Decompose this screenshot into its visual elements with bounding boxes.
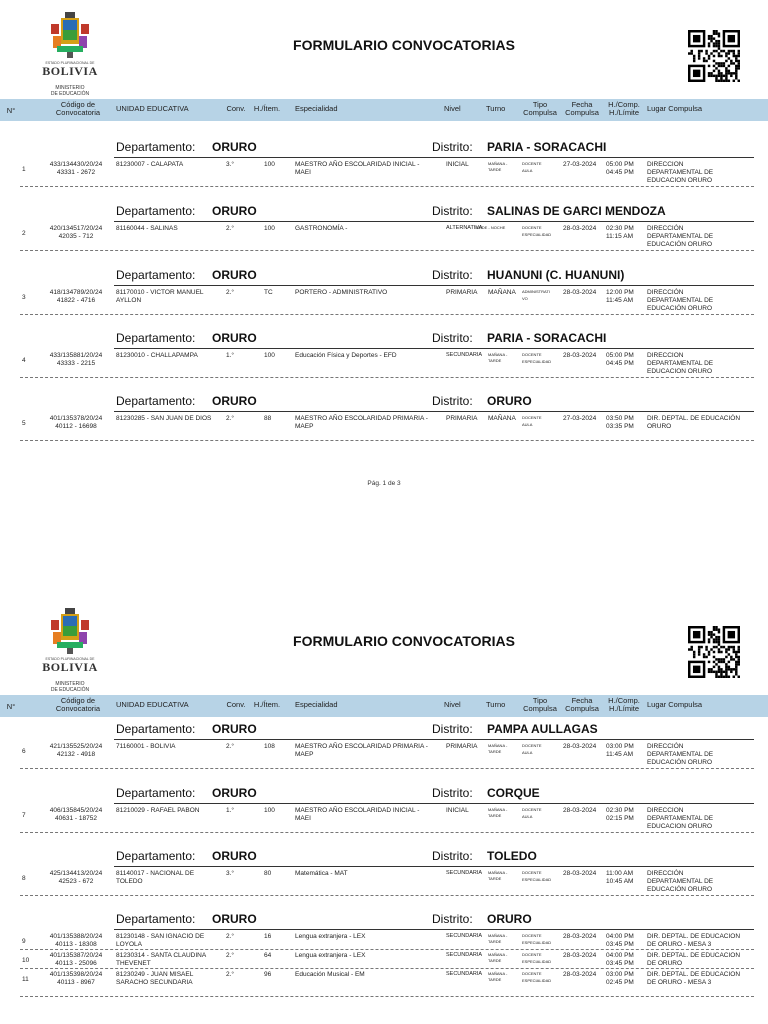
hcomp-value: 05:00 PM (606, 352, 634, 359)
hcomp-value: 02:30 PM (606, 225, 634, 232)
codigo-line2: 42035 - 712 (58, 233, 94, 240)
unidad-line1: 81230007 - CALAPATA (116, 161, 184, 168)
nivel-value: SECUNDARIA (446, 870, 483, 876)
codigo-line1: 433/135881/20/24 (49, 352, 103, 359)
codigo-line1: 401/135398/20/24 (49, 971, 103, 978)
tipo-line1: DOCENTE (522, 743, 542, 748)
pagination: Pág. 1 de 3 (367, 480, 401, 487)
especialidad-line1: MAESTRO AÑO ESCOLARIDAD INICIAL - (295, 161, 420, 168)
header-codigo: Código de Convocatoria (55, 696, 101, 713)
hitem-value: 108 (264, 743, 275, 750)
conv-value: 2.° (226, 289, 235, 296)
unidad-line1: 81230285 - SAN JUAN DE DIOS (116, 415, 212, 422)
distrito-label: Distrito: (432, 786, 473, 800)
codigo-line2: 43331 - 2672 (56, 169, 96, 176)
logo-ministry: MINISTERIO DE EDUCACIÓN (50, 681, 90, 693)
tipo-line1: DOCENTE (522, 352, 542, 357)
fecha-value: 28-03-2024 (563, 352, 597, 359)
header-lugar: Lugar Compulsa (647, 700, 703, 709)
especialidad-line2: MAEI (295, 815, 311, 822)
especialidad-line2: MAEP (295, 751, 314, 758)
table-row (0, 413, 768, 441)
header-nivel: Nivel (444, 700, 461, 709)
hitem-value: 100 (264, 161, 275, 168)
codigo-line2: 40113 - 8967 (57, 979, 95, 986)
header-tipo: Tipo Compulsa (523, 100, 557, 117)
lugar-line2: DE ORURO (647, 960, 683, 967)
row-number: 10 (22, 957, 30, 964)
hcomp-value: 02:30 PM (606, 807, 634, 814)
conv-value: 3.° (226, 870, 235, 877)
conv-value: 1.° (226, 807, 235, 814)
row-number: 8 (22, 875, 26, 882)
tipo-line2: ESPECIALIDAD (522, 940, 552, 945)
distrito-value: HUANUNI (C. HUANUNI) (487, 268, 625, 282)
nivel-value: INICIAL (446, 161, 469, 168)
header-hitem: H./Ítem. (253, 104, 281, 113)
header-hcomp: H./Comp. H./Límite (608, 100, 640, 117)
especialidad-line1: Educación Musical - EM (295, 971, 365, 978)
departamento-value: ORURO (212, 204, 257, 218)
codigo-line1: 401/135387/20/24 (49, 952, 103, 959)
turno-value: MAÑANA - TARDE (488, 971, 508, 982)
header-conv: Conv. (226, 104, 246, 113)
fecha-value: 27-03-2024 (563, 415, 597, 422)
fecha-value: 28-03-2024 (563, 289, 597, 296)
departamento-value: ORURO (212, 331, 257, 345)
nivel-value: PRIMARIA (446, 289, 478, 296)
codigo-line1: 418/134789/20/24 (49, 289, 103, 296)
hcomp-value: 03:00 PM (606, 743, 634, 750)
unidad-line2: LOYOLA (116, 941, 143, 948)
tipo-line2: AULA (522, 750, 533, 755)
lugar-line1: DIR. DEPTAL. DE EDUCACION (647, 971, 741, 978)
especialidad-line1: PORTERO - ADMINISTRATIVO (295, 289, 388, 296)
turno-value: MAÑANA (488, 415, 516, 422)
nivel-value: SECUNDARIA (446, 933, 483, 939)
tipo-line1: DOCENTE (522, 807, 542, 812)
codigo-line2: 41822 - 4716 (56, 297, 96, 304)
unidad-line2: SARACHO SECUNDARIA (116, 979, 193, 986)
lugar-line1: DIRECCION (647, 807, 684, 814)
header-lugar: Lugar Compulsa (647, 104, 703, 113)
fecha-value: 28-03-2024 (563, 952, 597, 959)
hcomp-value: 04:00 PM (606, 933, 634, 940)
departamento-value: ORURO (212, 849, 257, 863)
hlimite-value: 11:15 AM (606, 233, 633, 240)
codigo-line1: 401/135378/20/24 (49, 415, 103, 422)
unidad-line1: 81230010 - CHALLAPAMPA (116, 352, 198, 359)
table-header (0, 695, 768, 717)
hitem-value: TC (264, 289, 273, 296)
row-number: 5 (22, 420, 26, 427)
lugar-line3: EDUCACION ORURO (647, 177, 713, 184)
hitem-value: 16 (264, 933, 272, 940)
ministry-logo (30, 12, 110, 97)
lugar-line1: DIR. DEPTAL. DE EDUCACION (647, 933, 741, 940)
header-turno: Turno (486, 104, 506, 113)
lugar-line2: DEPARTAMENTAL DE (647, 169, 714, 176)
distrito-label: Distrito: (432, 268, 473, 282)
especialidad-line1: Lengua extranjera - LEX (295, 952, 366, 959)
departamento-value: ORURO (212, 268, 257, 282)
unidad-line1: 81170010 - VICTOR MANUEL (116, 289, 204, 296)
especialidad-line2: MAEP (295, 423, 314, 430)
unidad-line2: TOLEDO (116, 878, 143, 885)
header-unidad: UNIDAD EDUCATIVA (116, 104, 189, 113)
nivel-value: SECUNDARIA (446, 352, 483, 358)
tipo-line1: DOCENTE (522, 933, 542, 938)
turno-value: MAÑANA - TARDE (488, 933, 508, 944)
distrito-label: Distrito: (432, 849, 473, 863)
logo-country: BOLIVIA (42, 660, 98, 674)
distrito-value: PARIA - SORACACHI (487, 140, 607, 154)
table-row (0, 287, 768, 315)
unidad-line2: THEVENET (116, 960, 151, 967)
fecha-value: 28-03-2024 (563, 870, 597, 877)
row-number: 1 (22, 166, 26, 173)
hlimite-value: 03:35 PM (606, 423, 634, 430)
hitem-value: 100 (264, 807, 275, 814)
hlimite-value: 04:45 PM (606, 360, 634, 367)
logo-country: BOLIVIA (42, 64, 98, 78)
table-row (0, 931, 768, 950)
unidad-line1: 81160044 - SALINAS (116, 225, 178, 232)
codigo-line1: 401/135388/20/24 (49, 933, 103, 940)
row-number: 2 (22, 230, 26, 237)
departamento-label: Departamento: (116, 722, 196, 736)
table-row (0, 950, 768, 969)
especialidad-line1: MAESTRO AÑO ESCOLARIDAD PRIMARIA - (295, 743, 428, 750)
conv-value: 2.° (226, 971, 235, 978)
table-row (0, 805, 768, 833)
lugar-line1: DIRECCIÓN (647, 870, 684, 877)
tipo-line1: DOCENTE (522, 952, 542, 957)
group-heading (0, 784, 768, 804)
conv-value: 2.° (226, 415, 235, 422)
nivel-value: PRIMARIA (446, 743, 478, 750)
tipo-line1: DOCENTE (522, 161, 542, 166)
lugar-line2: ORURO (647, 423, 672, 430)
conv-value: 3.° (226, 161, 235, 168)
nivel-value: ALTERNATIVA (446, 225, 483, 231)
unidad-line2: AYLLON (116, 297, 142, 304)
departamento-label: Departamento: (116, 849, 196, 863)
distrito-value: CORQUE (487, 786, 540, 800)
fecha-value: 28-03-2024 (563, 225, 597, 232)
row-number: 9 (22, 938, 26, 945)
header-hcomp: H./Comp. H./Límite (608, 696, 640, 713)
distrito-value: PARIA - SORACACHI (487, 331, 607, 345)
codigo-line2: 42132 - 4918 (56, 751, 96, 758)
tipo-line2: ESPECIALIDAD (522, 978, 552, 983)
especialidad-line1: Matemática - MAT (295, 870, 348, 877)
lugar-line3: EDUCACIÓN ORURO (647, 305, 713, 312)
header-fecha: Fecha Compulsa (565, 100, 599, 117)
tipo-line2: ESPECIALIDAD (522, 359, 552, 364)
ministry-logo (30, 608, 110, 693)
hlimite-value: 11:45 AM (606, 297, 633, 304)
distrito-label: Distrito: (432, 204, 473, 218)
distrito-label: Distrito: (432, 912, 473, 926)
tipo-line2: ESPECIALIDAD (522, 877, 552, 882)
nivel-value: PRIMARIA (446, 415, 478, 422)
distrito-value: ORURO (487, 912, 532, 926)
especialidad-line1: GASTRONOMÍA - (295, 225, 348, 232)
departamento-value: ORURO (212, 722, 257, 736)
fecha-value: 28-03-2024 (563, 933, 597, 940)
header-hitem: H./Ítem. (253, 700, 281, 709)
unidad-line1: 71160001 - BOLIVIA (116, 743, 176, 750)
tipo-line2: AULA (522, 814, 533, 819)
header-especialidad: Especialidad (295, 700, 338, 709)
lugar-line1: DIR. DEPTAL. DE EDUCACIÓN (647, 415, 741, 422)
lugar-line2: DEPARTAMENTAL DE (647, 360, 714, 367)
turno-value: MAÑANA - TARDE (488, 161, 508, 172)
page-title: FORMULARIO CONVOCATORIAS (293, 37, 515, 53)
lugar-line1: DIRECCION (647, 352, 684, 359)
header-especialidad: Especialidad (295, 104, 338, 113)
lugar-line1: DIRECCIÓN (647, 743, 684, 750)
departamento-label: Departamento: (116, 786, 196, 800)
row-number: 7 (22, 812, 26, 819)
hitem-value: 80 (264, 870, 272, 877)
hcomp-value: 04:00 PM (606, 952, 634, 959)
distrito-label: Distrito: (432, 394, 473, 408)
lugar-line1: DIRECCION (647, 161, 684, 168)
conv-value: 2.° (226, 952, 235, 959)
header-conv: Conv. (226, 700, 246, 709)
hlimite-value: 04:45 PM (606, 169, 634, 176)
hitem-value: 88 (264, 415, 272, 422)
especialidad-line1: MAESTRO AÑO ESCOLARIDAD PRIMARIA - (295, 415, 428, 422)
nivel-value: SECUNDARIA (446, 952, 483, 958)
lugar-line2: DEPARTAMENTAL DE (647, 815, 714, 822)
unidad-line1: 81210029 - RAFAEL PABON (116, 807, 200, 814)
hcomp-value: 03:00 PM (606, 971, 634, 978)
turno-value: TARDE - NOCHE (474, 225, 506, 230)
tipo-line2: VO (522, 296, 528, 301)
distrito-value: PAMPA AULLAGAS (487, 722, 598, 736)
lugar-line2: DEPARTAMENTAL DE (647, 233, 714, 240)
conv-value: 1.° (226, 352, 235, 359)
qr-code-icon (688, 626, 740, 678)
lugar-line1: DIR. DEPTAL. DE EDUCACION (647, 952, 741, 959)
header-codigo: Código de Convocatoria (55, 100, 101, 117)
group-heading (0, 329, 768, 349)
tipo-line2: AULA (522, 168, 533, 173)
unidad-line1: 81230148 - SAN IGNACIO DE (116, 933, 205, 940)
group-heading (0, 720, 768, 740)
lugar-line3: EDUCACION ORURO (647, 368, 713, 375)
departamento-value: ORURO (212, 140, 257, 154)
codigo-line1: 433/134430/20/24 (49, 161, 103, 168)
hcomp-value: 11:00 AM (606, 870, 633, 877)
hlimite-value: 02:45 PM (606, 979, 634, 986)
hlimite-value: 03:45 PM (606, 941, 634, 948)
hitem-value: 100 (264, 225, 275, 232)
turno-value: MAÑANA - TARDE (488, 952, 508, 963)
tipo-line1: DOCENTE (522, 225, 542, 230)
unidad-line1: 81140017 - NACIONAL DE (116, 870, 195, 877)
departamento-label: Departamento: (116, 331, 196, 345)
hlimite-value: 02:15 PM (606, 815, 634, 822)
departamento-label: Departamento: (116, 912, 196, 926)
lugar-line3: EDUCACIÓN ORURO (647, 241, 713, 248)
hcomp-value: 12:00 PM (606, 289, 634, 296)
tipo-line2: AULA (522, 422, 533, 427)
group-heading (0, 910, 768, 930)
fecha-value: 28-03-2024 (563, 971, 597, 978)
hcomp-value: 03:50 PM (606, 415, 634, 422)
hitem-value: 100 (264, 352, 275, 359)
distrito-label: Distrito: (432, 331, 473, 345)
hcomp-value: 05:00 PM (606, 161, 634, 168)
turno-value: MAÑANA (488, 289, 516, 296)
tipo-line1: DOCENTE (522, 971, 542, 976)
group-heading (0, 847, 768, 867)
departamento-label: Departamento: (116, 204, 196, 218)
table-row (0, 223, 768, 251)
distrito-label: Distrito: (432, 722, 473, 736)
departamento-value: ORURO (212, 786, 257, 800)
table-row (0, 350, 768, 378)
conv-value: 2.° (226, 743, 235, 750)
logo-ministry: MINISTERIO DE EDUCACIÓN (50, 85, 90, 97)
hitem-value: 96 (264, 971, 272, 978)
codigo-line2: 40113 - 25096 (55, 960, 97, 967)
logo-small-text: ESTADO PLURINACIONAL DE (45, 61, 95, 65)
departamento-value: ORURO (212, 912, 257, 926)
row-number: 4 (22, 357, 26, 364)
qr-code-icon (688, 30, 740, 82)
codigo-line1: 425/134413/20/24 (49, 870, 103, 877)
conv-value: 2.° (226, 225, 235, 232)
lugar-line3: EDUCACION ORURO (647, 823, 713, 830)
codigo-line2: 40631 - 18752 (55, 815, 97, 822)
tipo-line1: DOCENTE (522, 870, 542, 875)
group-heading (0, 392, 768, 412)
departamento-value: ORURO (212, 394, 257, 408)
group-heading (0, 266, 768, 286)
distrito-value: TOLEDO (487, 849, 537, 863)
fecha-value: 27-03-2024 (563, 161, 597, 168)
tipo-line1: DOCENTE (522, 415, 542, 420)
especialidad-line2: MAEI (295, 169, 311, 176)
lugar-line2: DE ORURO - MESA 3 (647, 941, 712, 948)
distrito-value: SALINAS DE GARCI MENDOZA (487, 204, 666, 218)
table-row (0, 969, 768, 997)
lugar-line2: DE ORURO - MESA 3 (647, 979, 712, 986)
codigo-line1: 421/135525/20/24 (49, 743, 103, 750)
group-heading (0, 202, 768, 222)
table-header (0, 99, 768, 121)
tipo-line2: ESPECIALIDAD (522, 232, 552, 237)
codigo-line1: 406/135845/20/24 (49, 807, 103, 814)
lugar-line3: EDUCACIÓN ORURO (647, 759, 713, 766)
distrito-value: ORURO (487, 394, 532, 408)
especialidad-line1: Lengua extranjera - LEX (295, 933, 366, 940)
header-turno: Turno (486, 700, 506, 709)
lugar-line1: DIRECCIÓN (647, 225, 684, 232)
group-heading (0, 138, 768, 158)
header-tipo: Tipo Compulsa (523, 696, 557, 713)
hitem-value: 64 (264, 952, 272, 959)
header-nivel: Nivel (444, 104, 461, 113)
distrito-label: Distrito: (432, 140, 473, 154)
header-n: N° (6, 106, 16, 115)
fecha-value: 28-03-2024 (563, 743, 597, 750)
turno-value: MAÑANA - TARDE (488, 807, 508, 818)
turno-value: MAÑANA - TARDE (488, 870, 508, 881)
hlimite-value: 10:45 AM (606, 878, 634, 885)
header-fecha: Fecha Compulsa (565, 696, 599, 713)
header-n: N° (6, 702, 16, 711)
departamento-label: Departamento: (116, 140, 196, 154)
codigo-line1: 420/134517/20/24 (49, 225, 103, 232)
conv-value: 2.° (226, 933, 235, 940)
lugar-line3: EDUCACIÓN ORURO (647, 886, 713, 893)
header-unidad: UNIDAD EDUCATIVA (116, 700, 189, 709)
logo-small-text: ESTADO PLURINACIONAL DE (45, 657, 95, 661)
lugar-line2: DEPARTAMENTAL DE (647, 297, 714, 304)
row-number: 6 (22, 748, 26, 755)
departamento-label: Departamento: (116, 268, 196, 282)
unidad-line1: 81230249 - JUAN MISAEL (116, 971, 194, 978)
page-title: FORMULARIO CONVOCATORIAS (293, 633, 515, 649)
table-row (0, 868, 768, 896)
table-row (0, 159, 768, 187)
turno-value: MAÑANA - TARDE (488, 743, 508, 754)
row-number: 3 (22, 294, 26, 301)
tipo-line2: ESPECIALIDAD (522, 959, 552, 964)
table-row (0, 741, 768, 769)
turno-value: MAÑANA - TARDE (488, 352, 508, 363)
codigo-line2: 42523 - 672 (58, 878, 94, 885)
row-number: 11 (22, 976, 29, 983)
lugar-line1: DIRECCIÓN (647, 289, 684, 296)
especialidad-line1: MAESTRO AÑO ESCOLARIDAD INICIAL - (295, 807, 420, 814)
tipo-line1: ADMINISTRATI (522, 289, 550, 294)
lugar-line2: DEPARTAMENTAL DE (647, 751, 714, 758)
codigo-line2: 40112 - 16698 (55, 423, 97, 430)
codigo-line2: 43333 - 2215 (56, 360, 96, 367)
nivel-value: INICIAL (446, 807, 469, 814)
departamento-label: Departamento: (116, 394, 196, 408)
especialidad-line1: Educación Física y Deportes - EFD (295, 352, 397, 359)
unidad-line1: 81230314 - SANTA CLAUDINA (116, 952, 207, 959)
nivel-value: SECUNDARIA (446, 971, 483, 977)
hlimite-value: 11:45 AM (606, 751, 633, 758)
fecha-value: 28-03-2024 (563, 807, 597, 814)
lugar-line2: DEPARTAMENTAL DE (647, 878, 714, 885)
hlimite-value: 03:45 PM (606, 960, 634, 967)
codigo-line2: 40113 - 18308 (55, 941, 97, 948)
